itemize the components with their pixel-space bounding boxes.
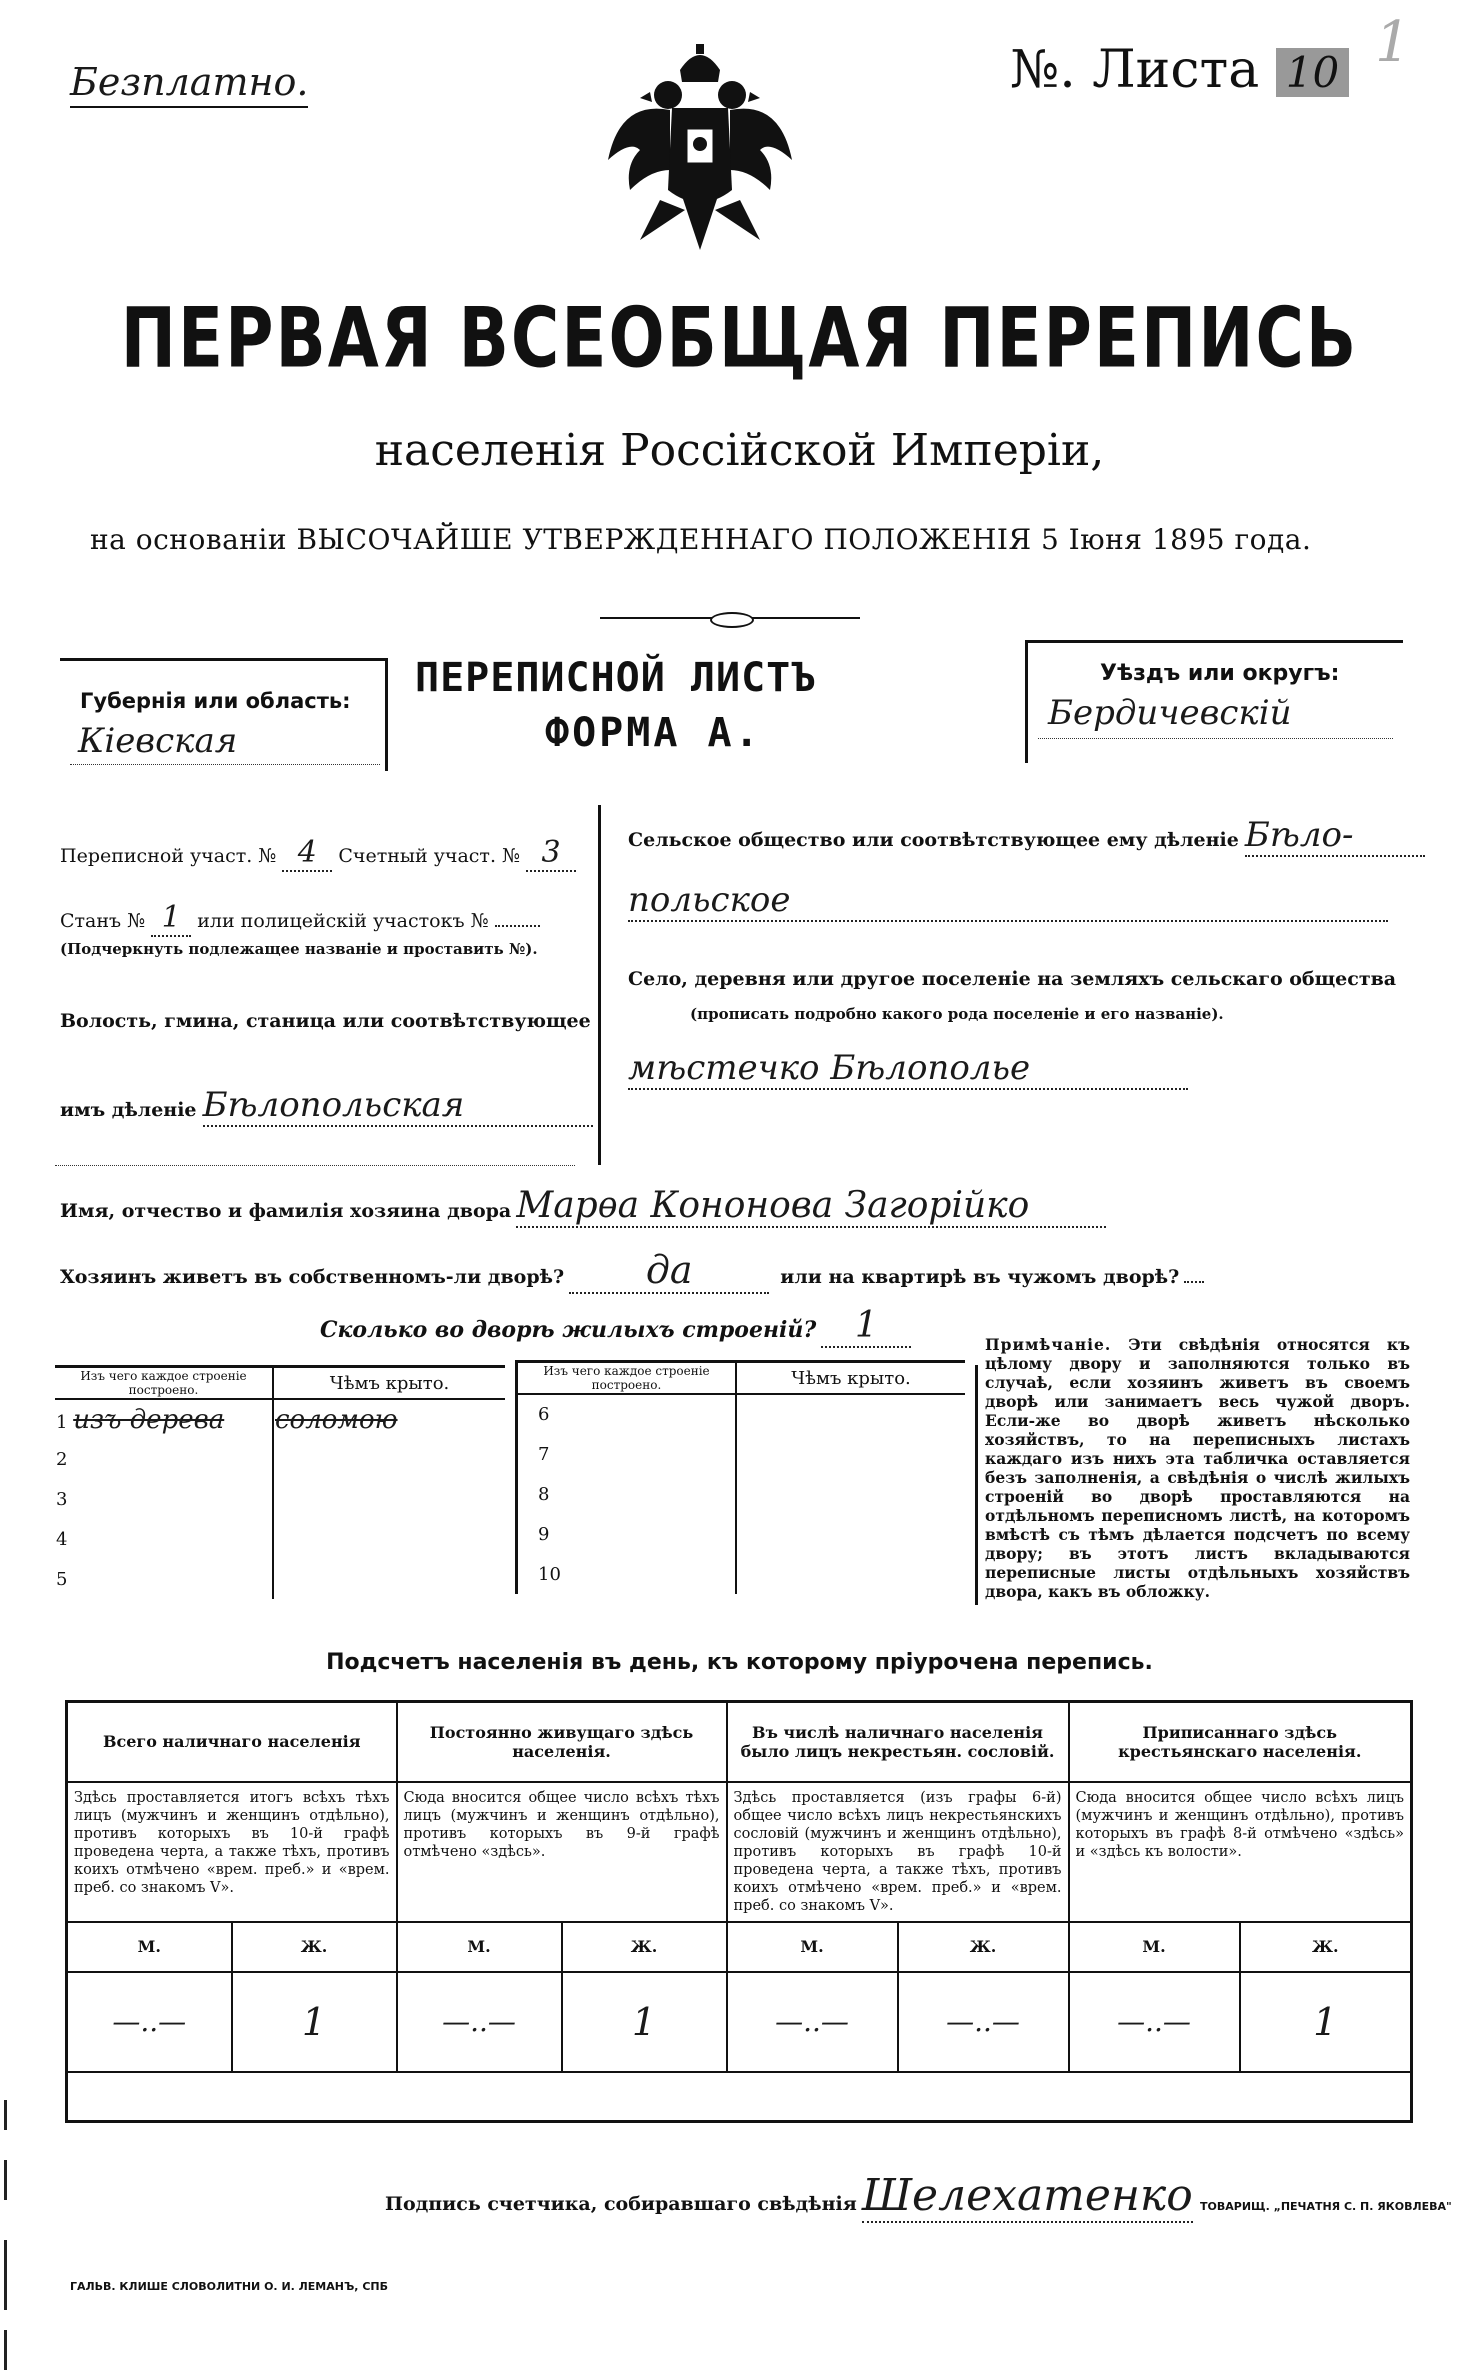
uezd-label: Уѣздъ или округъ: bbox=[1100, 661, 1340, 686]
row-roof: соломою bbox=[275, 1404, 398, 1435]
roof-header: Чѣмъ крыто. bbox=[273, 1367, 505, 1400]
row-number: 8 bbox=[538, 1483, 550, 1505]
tally-col-desc: Сюда вносится общее число всѣхъ тѣхъ лицъ (мужчинъ и женщинъ отдѣльно), противъ которыхъ въ 9-й графѣ отмѣчено «здѣсь». bbox=[397, 1782, 727, 1922]
uezd-value: Бердичевскій bbox=[1048, 693, 1292, 733]
village-value: мѣстечко Бѣлополье bbox=[628, 1048, 1188, 1090]
village-row bbox=[628, 1048, 1188, 1090]
printer-right: ТОВАРИЩ. „ПЕЧАТНЯ С. П. ЯКОВЛЕВА" bbox=[1200, 2200, 1452, 2213]
male-label: М. bbox=[727, 1922, 898, 1972]
female-label: Ж. bbox=[1240, 1922, 1412, 1972]
row-number: 3 bbox=[56, 1488, 68, 1510]
row-number: 7 bbox=[538, 1443, 550, 1465]
owner-name-value: Марѳа Кононова Загорійко bbox=[516, 1185, 1106, 1228]
table-row bbox=[55, 1559, 273, 1599]
row-roof bbox=[736, 1554, 965, 1594]
margin-rule bbox=[4, 2330, 7, 2370]
table-row bbox=[55, 1479, 273, 1519]
sheet-number-label: №. Листа bbox=[1010, 40, 1260, 100]
row-roof bbox=[273, 1559, 505, 1599]
sheet-number-value: 10 bbox=[1276, 48, 1349, 97]
tally-heading: Подсчетъ населенія въ день, къ которому пріурочена перепись. bbox=[326, 1650, 1153, 1675]
count-district-value: 3 bbox=[526, 835, 576, 872]
female-count: —..— bbox=[898, 1972, 1069, 2072]
buildings-row bbox=[320, 1305, 911, 1348]
uezd-box bbox=[1025, 640, 1403, 763]
tally-col-desc: Здѣсь проставляется итогъ всѣхъ тѣхъ лицъ (мужчинъ и женщинъ отдѣльно), противъ которыхъ въ 10-й графѣ проведена черта, а также тѣхъ, противъ коихъ отмѣчено «врем. преб.» и «врем. преб. со знакомъ V». bbox=[67, 1782, 397, 1922]
material-header: Изъ чего каждое строеніе построено. bbox=[55, 1367, 273, 1400]
tally-col-title: Всего наличнаго населенія bbox=[67, 1702, 397, 1782]
page-title: ПЕРВАЯ ВСЕОБЩАЯ ПЕРЕПИСЬ bbox=[120, 290, 1359, 387]
society-value-1: Бѣло- bbox=[1245, 815, 1425, 857]
field-divider bbox=[598, 805, 601, 1165]
row-number: 9 bbox=[538, 1523, 550, 1545]
signature-value: Шелехатенко bbox=[861, 2170, 1193, 2221]
female-count: 1 bbox=[562, 1972, 727, 2072]
male-label: М. bbox=[397, 1922, 562, 1972]
census-district-value: 4 bbox=[282, 835, 332, 872]
table-side-rule bbox=[975, 1365, 978, 1605]
guberniya-box bbox=[60, 658, 388, 771]
signature-row bbox=[385, 2170, 1193, 2223]
table-row bbox=[517, 1434, 737, 1474]
stan-label: Станъ № bbox=[60, 910, 146, 932]
buildings-value: 1 bbox=[821, 1305, 911, 1348]
row-roof bbox=[736, 1434, 965, 1474]
table-row bbox=[55, 1439, 273, 1479]
table-row bbox=[55, 1399, 273, 1439]
volost-value: Бѣлопольская bbox=[203, 1085, 593, 1127]
census-district-label: Переписной участ. № bbox=[60, 845, 277, 867]
volost-label-2: имъ дѣленіе bbox=[60, 1099, 197, 1121]
row-number: 5 bbox=[56, 1568, 68, 1590]
volost-extra-line bbox=[55, 1165, 575, 1166]
row-number: 6 bbox=[538, 1404, 550, 1425]
census-district-row bbox=[60, 835, 576, 872]
society-value-2: польское bbox=[628, 880, 1388, 922]
male-label: М. bbox=[67, 1922, 232, 1972]
roof-header: Чѣмъ крыто. bbox=[736, 1362, 965, 1395]
stan-value: 1 bbox=[151, 900, 191, 937]
table-row bbox=[55, 1519, 273, 1559]
tally-col-desc: Сюда вносится общее число всѣхъ лицъ (мужчинъ и женщинъ отдѣльно), противъ которыхъ въ графѣ 8-й отмѣчено «здѣсь» и «здѣсь къ волости». bbox=[1069, 1782, 1412, 1922]
female-count: 1 bbox=[232, 1972, 397, 2072]
row-material: изъ дерева bbox=[73, 1404, 225, 1435]
female-count: 1 bbox=[1240, 1972, 1412, 2072]
row-roof bbox=[736, 1474, 965, 1514]
buildings-label: Сколько во дворѣ жилыхъ строеній? bbox=[320, 1317, 817, 1343]
female-label: Ж. bbox=[898, 1922, 1069, 1972]
guberniya-label: Губернія или область: bbox=[80, 689, 351, 713]
owner-name-label: Имя, отчество и фамилія хозяина двора bbox=[60, 1200, 512, 1222]
own-yard-value: да bbox=[569, 1248, 769, 1294]
row-number: 4 bbox=[56, 1528, 68, 1550]
own-yard-label: Хозяинъ живетъ въ собственномъ-ли дворѣ? bbox=[60, 1266, 565, 1288]
underline-note: (Подчеркнуть подлежащее названіе и проставить №). bbox=[60, 940, 538, 958]
guberniya-value: Кіевская bbox=[78, 721, 238, 761]
material-header: Изъ чего каждое строеніе построено. bbox=[517, 1362, 737, 1395]
female-label: Ж. bbox=[562, 1922, 727, 1972]
male-count: —..— bbox=[1069, 1972, 1240, 2072]
margin-rule bbox=[4, 2240, 7, 2310]
corner-note: 1 bbox=[1375, 10, 1411, 75]
police-label: или полицейскій участокъ № bbox=[197, 910, 489, 932]
tally-col-title: Приписаннаго здѣсь крестьянскаго населенія. bbox=[1069, 1702, 1412, 1782]
signature-label: Подпись счетчика, собиравшаго свѣдѣнія bbox=[385, 2193, 857, 2215]
margin-rule bbox=[4, 2100, 7, 2130]
note-block bbox=[985, 1335, 1410, 1601]
row-roof bbox=[273, 1519, 505, 1559]
society-row-2 bbox=[628, 880, 1388, 922]
village-label: Село, деревня или другое поселеніе на земляхъ сельскаго общества bbox=[628, 968, 1397, 990]
sheet-number bbox=[1010, 40, 1349, 100]
row-roof bbox=[273, 1439, 505, 1479]
tally-col-title: Въ числѣ наличнаго населенія было лицъ некрестьян. сословій. bbox=[727, 1702, 1069, 1782]
table-row bbox=[517, 1474, 737, 1514]
row-number: 2 bbox=[56, 1448, 68, 1470]
female-label: Ж. bbox=[232, 1922, 397, 1972]
owner-name-row bbox=[60, 1185, 1106, 1228]
printer-left: ГАЛЬВ. КЛИШЕ СЛОВОЛИТНИ О. И. ЛЕМАНЪ, СПБ bbox=[70, 2280, 388, 2293]
margin-rule bbox=[4, 2160, 7, 2200]
tally-col-title: Постоянно живущаго здѣсь населенія. bbox=[397, 1702, 727, 1782]
male-label: М. bbox=[1069, 1922, 1240, 1972]
uezd-underline bbox=[1038, 738, 1393, 739]
table-row bbox=[517, 1514, 737, 1554]
rented-value bbox=[1184, 1281, 1204, 1283]
guberniya-underline bbox=[70, 764, 380, 765]
ornament-divider bbox=[600, 612, 860, 624]
free-label: Безплатно. bbox=[70, 60, 308, 108]
buildings-table-left bbox=[55, 1365, 505, 1599]
row-roof bbox=[736, 1394, 965, 1434]
own-yard-row bbox=[60, 1248, 1204, 1294]
basis-line: на основаніи ВЫСОЧАЙШЕ УТВЕРЖДЕННАГО ПОЛОЖЕНІЯ 5 Іюня 1895 года. bbox=[90, 523, 1312, 556]
row-number: 10 bbox=[538, 1563, 561, 1585]
page-subtitle: населенія Россійской Имперіи, bbox=[374, 425, 1105, 476]
row-roof bbox=[736, 1514, 965, 1554]
count-district-label: Счетный участ. № bbox=[338, 845, 520, 867]
village-note: (прописать подробно какого рода поселеніе и его названіе). bbox=[690, 1005, 1224, 1023]
buildings-table-right bbox=[515, 1360, 965, 1594]
society-label: Сельское общество или соотвѣтствующее ему дѣленіе bbox=[628, 829, 1239, 851]
row-roof bbox=[273, 1479, 505, 1519]
male-count: —..— bbox=[727, 1972, 898, 2072]
note-heading: Примѣчаніе. bbox=[985, 1335, 1112, 1354]
stan-row bbox=[60, 900, 540, 937]
tally-blank-row bbox=[67, 2072, 1412, 2122]
note-text: Эти свѣдѣнія относятся къ цѣлому двору и заполняются только въ случаѣ, если хозяинъ живетъ въ своемъ дворѣ или занимаетъ весь чужой дворъ. Если-же во дворѣ живетъ нѣсколько хозяйствъ, то на переписныхъ листахъ каждаго изъ нихъ эта табличка оставляется безъ заполненія, а свѣдѣнія о числѣ жилыхъ строеній во дворѣ проставляются на отдѣльномъ переписномъ листѣ, на которомъ вмѣстѣ съ тѣмъ дѣлается подсчетъ по всему двору; въ этотъ листъ вкладываются переписные листы отдѣльныхъ хозяйствъ двора, какъ въ обложку. bbox=[985, 1335, 1410, 1601]
sheet-title: ПЕРЕПИСНОЙ ЛИСТЪ bbox=[415, 655, 817, 701]
volost-row bbox=[60, 1085, 593, 1127]
table-row bbox=[517, 1554, 737, 1594]
table-row bbox=[517, 1394, 737, 1434]
coat-of-arms-icon bbox=[600, 40, 800, 260]
form-label: ФОРМА А. bbox=[545, 710, 762, 756]
tally-col-desc: Здѣсь проставляется (изъ графы 6-й) общее число всѣхъ лицъ некрестьянскихъ сословій (мужчинъ и женщинъ отдѣльно), противъ которыхъ въ графѣ 10-й проведена черта, а также тѣхъ, противъ коихъ отмѣчено «врем. преб.» и «врем. преб. со знакомъ V». bbox=[727, 1782, 1069, 1922]
police-value bbox=[495, 925, 540, 927]
society-row bbox=[628, 815, 1425, 857]
tally-table bbox=[65, 1700, 1413, 2123]
rented-label: или на квартирѣ въ чужомъ дворѣ? bbox=[780, 1266, 1180, 1288]
male-count: —..— bbox=[67, 1972, 232, 2072]
volost-label-1: Волость, гмина, станица или соотвѣтствующее bbox=[60, 1010, 591, 1032]
male-count: —..— bbox=[397, 1972, 562, 2072]
row-number: 1 bbox=[56, 1411, 68, 1433]
